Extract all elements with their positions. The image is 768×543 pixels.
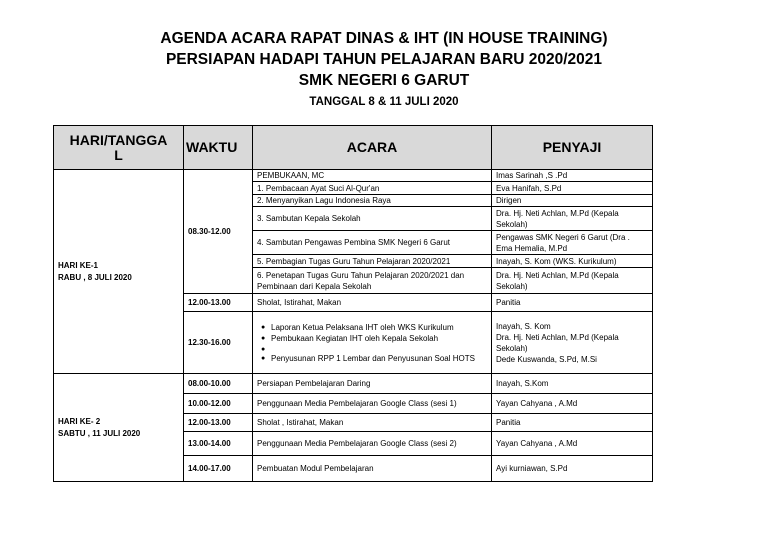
acara-cell: 4. Sambutan Pengawas Pembina SMK Negeri 6 Garut [253,231,492,255]
header-penyaji: PENYAJI [492,126,653,170]
acara-cell: Penggunaan Media Pembelajaran Google Class (sesi 1) [253,394,492,414]
penyaji-cell: Eva Hanifah, S.Pd [492,182,653,195]
list-item: Dra. Hj. Neti Achlan, M.Pd (Kepala Sekolah) [496,332,619,353]
acara-cell: 2. Menyanyikan Lagu Indonesia Raya [253,195,492,207]
title-line-1: AGENDA ACARA RAPAT DINAS & IHT (IN HOUSE TRAINING) [160,30,608,47]
penyaji-cell: Imas Sarinah ,S .Pd [492,170,653,182]
day-2-date: SABTU , 11 JULI 2020 [58,428,141,438]
title-line-3: SMK NEGERI 6 GARUT [298,72,470,89]
list-item: ● Laporan Ketua Pelaksana IHT oleh WKS Kurikulum [271,322,487,333]
time-cell: 10.00-12.00 [184,394,253,414]
time-cell: 08.00-10.00 [184,374,253,394]
time-cell: 12.30-16.00 [184,312,253,374]
penyaji-cell: Yayan Cahyana , A.Md [492,432,653,456]
penyaji-cell: Inayah, S. Kom (WKS. Kurikulum) [492,255,653,268]
acara-cell: Pembuatan Modul Pembelajaran [253,456,492,482]
acara-cell: 5. Pembagian Tugas Guru Tahun Pelajaran 2020/2021 [253,255,492,268]
time-cell: 12.00-13.00 [184,414,253,432]
day-1-label: HARI KE-1 [58,260,99,270]
penyaji-cell: Dra. Hj. Neti Achlan, M.Pd (Kepala Sekolah) [492,207,653,231]
list-item: ● Penyusunan RPP 1 Lembar dan Penyusunan Soal HOTS [271,353,487,364]
time-cell: 08.30-12.00 [184,170,253,294]
title-line-2: PERSIAPAN HADAPI TAHUN PELAJARAN BARU 2020/2021 [165,51,603,68]
penyaji-cell: Inayah, S.Kom [492,374,653,394]
header-hari-tanggal: HARI/TANGGA L [54,126,184,170]
penyaji-cell: Dirigen [492,195,653,207]
acara-cell [253,312,492,374]
title-date: TANGGAL 8 & 11 JULI 2020 [309,96,459,108]
time-cell: 13.00-14.00 [184,432,253,456]
day-1-date: RABU , 8 JULI 2020 [58,272,132,282]
acara-cell: 1. Pembacaan Ayat Suci Al-Qur'an [253,182,492,195]
agenda-table [53,125,653,482]
acara-cell: Sholat, Istirahat, Makan [253,294,492,312]
list-item: Dede Kuswanda, S.Pd, M.Si [496,354,597,364]
day-2-cell [54,374,184,482]
penyaji-cell: Pengawas SMK Negeri 6 Garut (Dra . Ema Hemalia, M.Pd [492,231,653,255]
time-cell: 14.00-17.00 [184,456,253,482]
acara-cell: 6. Penetapan Tugas Guru Tahun Pelajaran 2020/2021 dan Pembinaan dari Kepala Sekolah [253,268,492,294]
table-row [54,374,653,394]
day-1-cell [54,170,184,374]
table-header-row [54,126,653,170]
time-cell: 12.00-13.00 [184,294,253,312]
acara-cell: PEMBUKAAN, MC [253,170,492,182]
penyaji-cell: Panitia [492,294,653,312]
penyaji-cell: Ayi kurniawan, S.Pd [492,456,653,482]
penyaji-cell: Dra. Hj. Neti Achlan, M.Pd (Kepala Sekolah) [492,268,653,294]
list-item: ● Pembukaan Kegiatan IHT oleh Kepala Sekolah [271,333,487,344]
acara-cell: Sholat , Istirahat, Makan [253,414,492,432]
document-header [0,28,768,111]
penyaji-cell [492,312,653,374]
header-acara: ACARA [253,126,492,170]
table-row [54,170,653,182]
acara-cell: Persiapan Pembelajaran Daring [253,374,492,394]
list-item: Inayah, S. Kom [496,321,551,331]
day-2-label: HARI KE- 2 [58,416,101,426]
penyaji-cell: Panitia [492,414,653,432]
header-waktu: WAKTU [184,126,253,170]
acara-cell: 3. Sambutan Kepala Sekolah [253,207,492,231]
acara-cell: Penggunaan Media Pembelajaran Google Class (sesi 2) [253,432,492,456]
penyaji-cell: Yayan Cahyana , A.Md [492,394,653,414]
